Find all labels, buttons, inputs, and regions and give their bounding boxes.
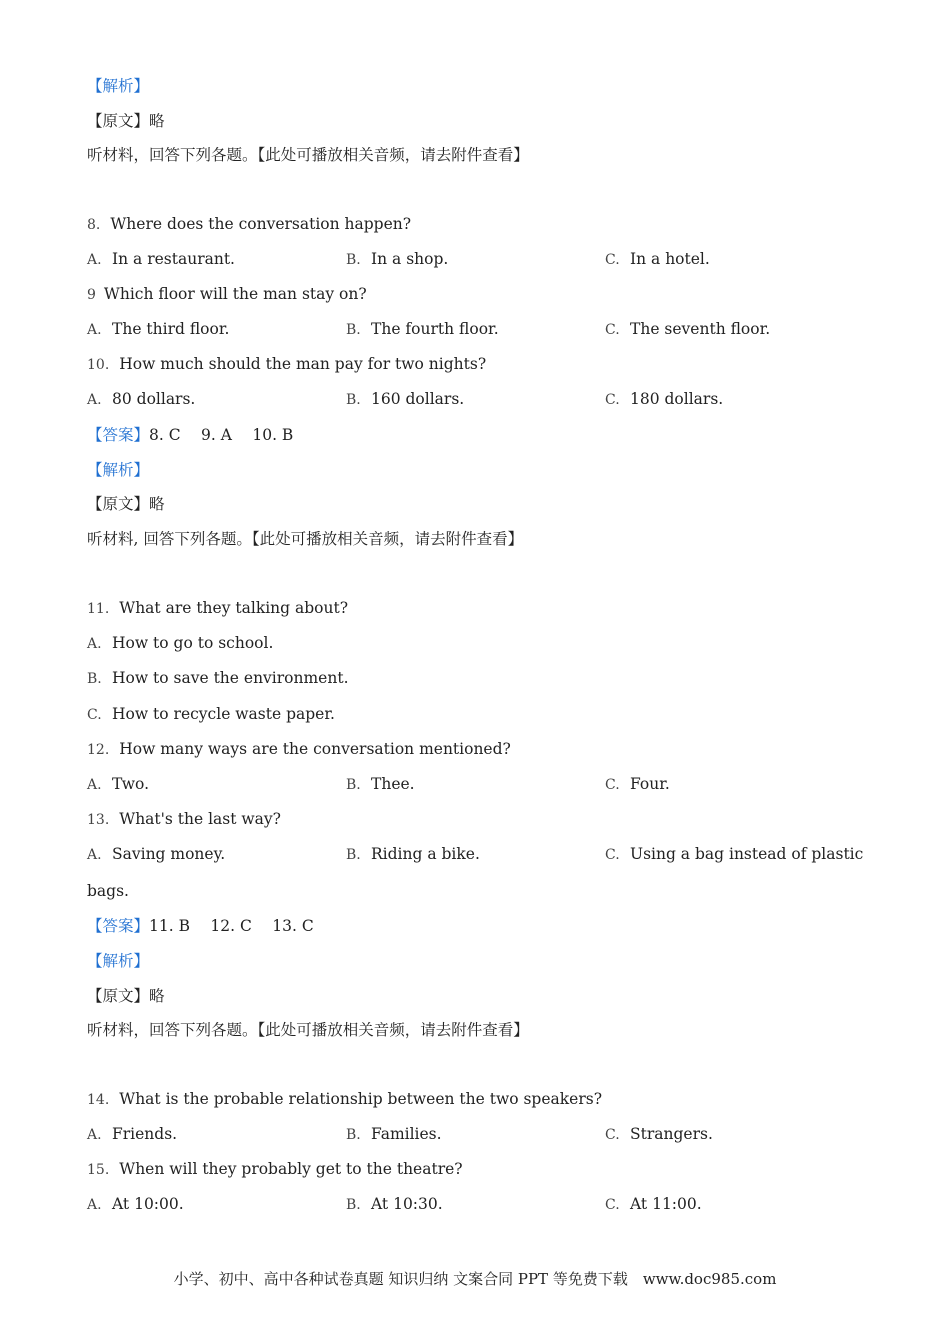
options-q12 <box>87 774 867 794</box>
question-15 <box>87 1159 463 1180</box>
question-text: What is the probable relationship between the two speakers? <box>119 1090 602 1108</box>
question-text: What's the last way? <box>119 810 281 828</box>
question-14 <box>87 1089 602 1110</box>
option-b: B. At 10:30. <box>346 1195 443 1213</box>
options-q8 <box>87 249 867 269</box>
option-b: B. 160 dollars. <box>346 390 465 408</box>
option-c: C. At 11:00. <box>605 1195 702 1213</box>
option-b-row <box>87 668 867 688</box>
option-a: A. In a restaurant. <box>87 250 235 268</box>
question-number: 15. <box>87 1162 110 1178</box>
question-10 <box>87 354 486 375</box>
question-number: 13. <box>87 812 110 828</box>
options-q15 <box>87 1194 867 1214</box>
answer-line <box>87 425 293 445</box>
option-a-row <box>87 633 867 653</box>
original-text-label: 【原文】略 <box>87 495 165 513</box>
question-text: Where does the conversation happen? <box>110 215 412 233</box>
option-a: A. 80 dollars. <box>87 390 196 408</box>
question-8 <box>87 214 411 235</box>
option-c: C. The seventh floor. <box>605 320 771 338</box>
option-b: B. Riding a bike. <box>346 845 480 863</box>
listening-instruction: 听材料，回答下列各题。【此处可播放相关音频，请去附件查看】 <box>87 1021 529 1039</box>
option-b: B. In a shop. <box>346 250 449 268</box>
option-b: B. Thee. <box>346 775 415 793</box>
question-text: How many ways are the conversation mentioned? <box>119 740 511 758</box>
analysis-label: 【解析】 <box>87 77 150 95</box>
question-text: How much should the man pay for two nights? <box>119 355 487 373</box>
page-footer: 小学、初中、高中各种试卷真题 知识归纳 文案合同 PPT 等免费下载 www.doc985.com <box>173 1270 777 1288</box>
question-9 <box>87 284 367 305</box>
option-c-continuation: bags. <box>87 882 129 900</box>
option-a: A. How to go to school. <box>87 634 274 652</box>
original-text-label: 【原文】略 <box>87 112 165 130</box>
option-a: A. Saving money. <box>87 845 226 863</box>
question-number: 12. <box>87 742 110 758</box>
question-number: 14. <box>87 1092 110 1108</box>
options-q14 <box>87 1124 867 1144</box>
option-b: B. The fourth floor. <box>346 320 499 338</box>
question-number: 9 <box>87 287 96 303</box>
analysis-label: 【解析】 <box>87 952 150 970</box>
answer-value: 11. B 12. C 13. C <box>149 917 314 935</box>
question-11 <box>87 598 348 619</box>
option-a: A. The third floor. <box>87 320 230 338</box>
option-b: B. How to save the environment. <box>87 669 349 687</box>
option-a: A. Friends. <box>87 1125 178 1143</box>
option-c: C. How to recycle waste paper. <box>87 705 335 723</box>
options-q13 <box>87 844 867 864</box>
options-q9 <box>87 319 867 339</box>
option-b: B. Families. <box>346 1125 442 1143</box>
question-13 <box>87 809 281 830</box>
option-c: C. Using a bag instead of plastic <box>605 845 864 863</box>
analysis-label: 【解析】 <box>87 461 150 479</box>
listening-instruction: 听材料, 回答下列各题。【此处可播放相关音频，请去附件查看】 <box>87 530 524 548</box>
option-c: C. 180 dollars. <box>605 390 724 408</box>
question-number: 10. <box>87 357 110 373</box>
question-12 <box>87 739 511 760</box>
option-c: C. In a hotel. <box>605 250 710 268</box>
listening-instruction: 听材料，回答下列各题。【此处可播放相关音频，请去附件查看】 <box>87 146 529 164</box>
answer-label: 【答案】 <box>87 426 150 444</box>
question-number: 8. <box>87 217 101 233</box>
question-number: 11. <box>87 601 110 617</box>
question-text: When will they probably get to the theatre? <box>119 1160 463 1178</box>
answer-value: 8. C 9. A 10. B <box>149 426 294 444</box>
original-text-label: 【原文】略 <box>87 987 165 1005</box>
option-c-row <box>87 704 867 724</box>
answer-line <box>87 916 314 936</box>
option-a: A. Two. <box>87 775 150 793</box>
options-q10 <box>87 389 867 409</box>
answer-label: 【答案】 <box>87 917 150 935</box>
question-text: What are they talking about? <box>119 599 349 617</box>
option-c: C. Four. <box>605 775 670 793</box>
option-a: A. At 10:00. <box>87 1195 184 1213</box>
question-text: Which floor will the man stay on? <box>103 285 367 303</box>
option-c: C. Strangers. <box>605 1125 713 1143</box>
